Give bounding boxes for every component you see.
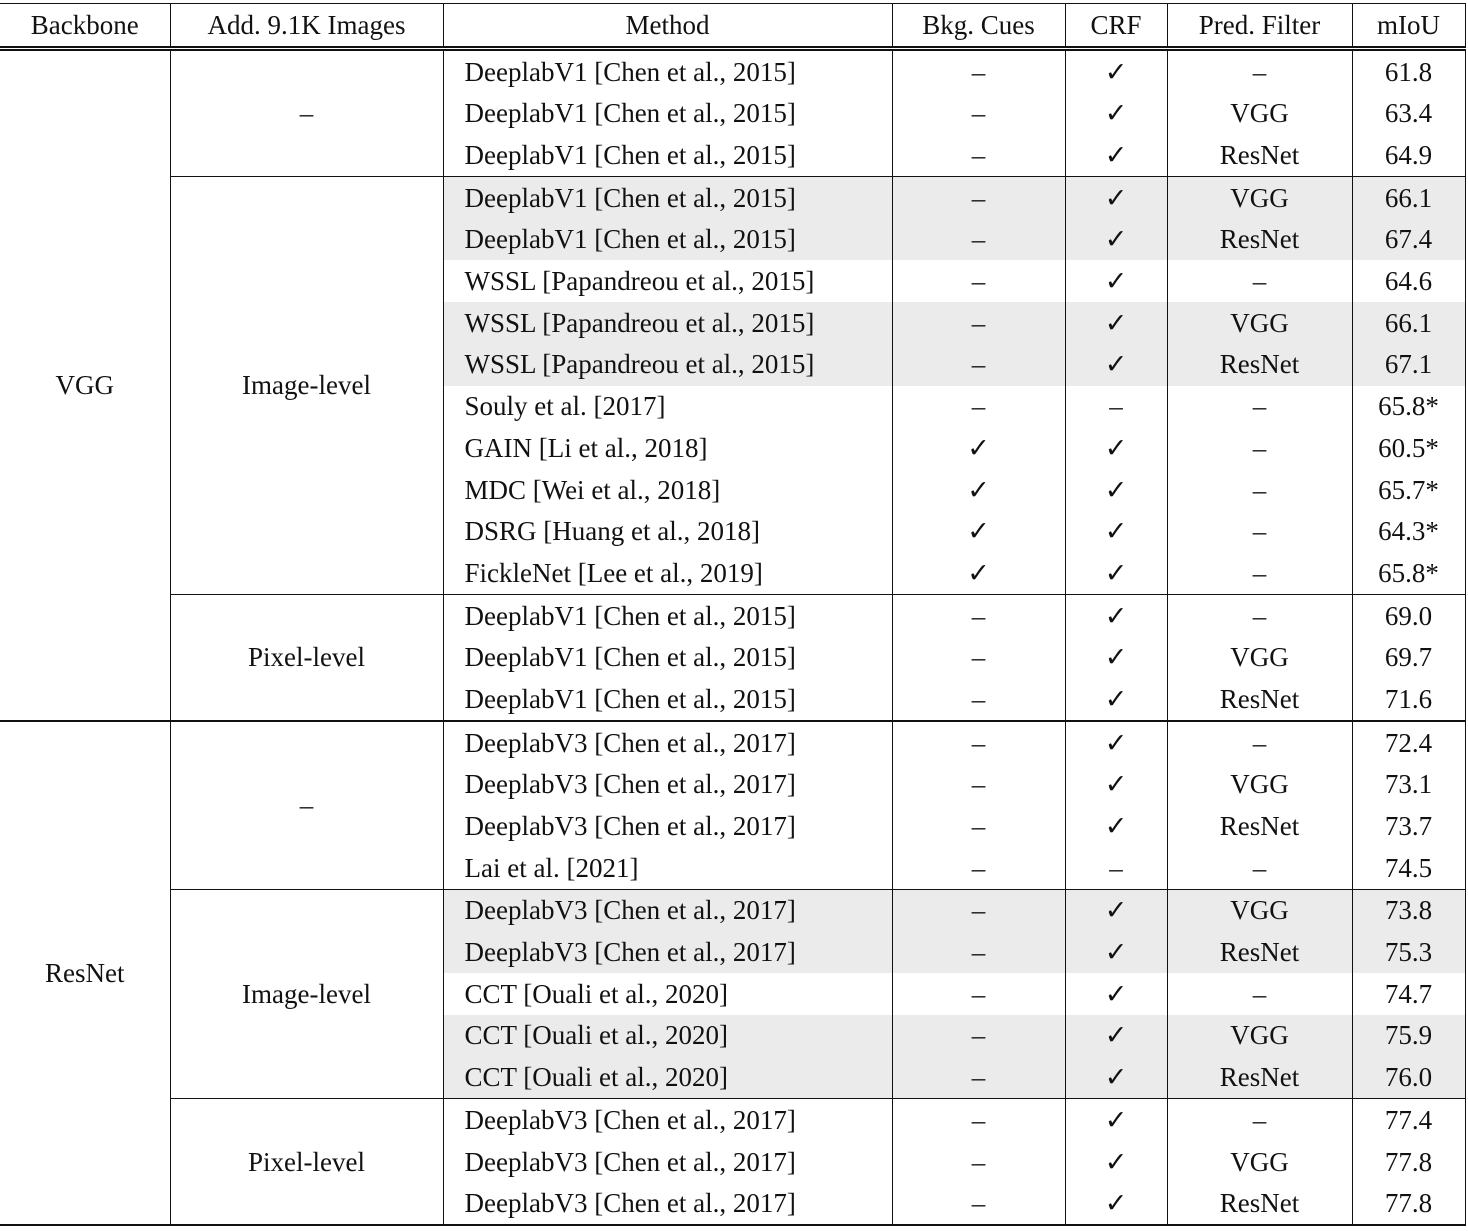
miou-cell: 64.3* — [1352, 511, 1465, 553]
crf-check-icon: ✓ — [1065, 931, 1167, 973]
crf-check-icon: ✓ — [1065, 344, 1167, 386]
bkg-cues-check-icon: ✓ — [892, 469, 1065, 511]
method-cell: GAIN [Li et al., 2018] — [443, 427, 892, 469]
pred-filter-cell: – — [1167, 427, 1352, 469]
crf-check-icon: ✓ — [1065, 219, 1167, 261]
pred-filter-cell: – — [1167, 49, 1352, 93]
bkg-cues-check-icon: ✓ — [892, 511, 1065, 553]
method-cell: DeeplabV1 [Chen et al., 2015] — [443, 93, 892, 135]
additional-images-cell: Image-level — [170, 889, 443, 1098]
pred-filter-cell: VGG — [1167, 177, 1352, 219]
crf-check-icon: ✓ — [1065, 678, 1167, 721]
pred-filter-cell: VGG — [1167, 764, 1352, 806]
method-cell: DeeplabV1 [Chen et al., 2015] — [443, 678, 892, 721]
bkg-cues-cell: – — [892, 1057, 1065, 1099]
additional-images-cell: Image-level — [170, 177, 443, 595]
bkg-cues-cell: – — [892, 764, 1065, 806]
method-cell: CCT [Ouali et al., 2020] — [443, 1057, 892, 1099]
bkg-cues-cell: – — [892, 344, 1065, 386]
method-cell: FickleNet [Lee et al., 2019] — [443, 552, 892, 594]
pred-filter-cell: VGG — [1167, 1141, 1352, 1183]
results-table — [0, 3, 1466, 1226]
bkg-cues-cell: – — [892, 1141, 1065, 1183]
crf-check-icon: ✓ — [1065, 764, 1167, 806]
table-row — [0, 1099, 1465, 1141]
bkg-cues-check-icon: ✓ — [892, 427, 1065, 469]
miou-cell: 64.9 — [1352, 134, 1465, 176]
bkg-cues-cell: – — [892, 260, 1065, 302]
bkg-cues-cell: – — [892, 93, 1065, 135]
method-cell: WSSL [Papandreou et al., 2015] — [443, 302, 892, 344]
method-cell: WSSL [Papandreou et al., 2015] — [443, 260, 892, 302]
pred-filter-cell: VGG — [1167, 1015, 1352, 1057]
header-crf: CRF — [1065, 4, 1167, 49]
miou-cell: 71.6 — [1352, 678, 1465, 721]
miou-cell: 72.4 — [1352, 721, 1465, 764]
miou-cell: 73.8 — [1352, 889, 1465, 931]
bkg-cues-cell: – — [892, 177, 1065, 219]
crf-check-icon: ✓ — [1065, 1099, 1167, 1141]
pred-filter-cell: – — [1167, 594, 1352, 636]
miou-cell: 77.8 — [1352, 1141, 1465, 1183]
pred-filter-cell: – — [1167, 552, 1352, 594]
miou-cell: 77.4 — [1352, 1099, 1465, 1141]
bkg-cues-cell: – — [892, 931, 1065, 973]
crf-check-icon: ✓ — [1065, 427, 1167, 469]
crf-check-icon: ✓ — [1065, 177, 1167, 219]
pred-filter-cell: ResNet — [1167, 134, 1352, 176]
pred-filter-cell: – — [1167, 847, 1352, 889]
header-row — [0, 4, 1465, 49]
method-cell: DeeplabV1 [Chen et al., 2015] — [443, 637, 892, 679]
miou-cell: 73.1 — [1352, 764, 1465, 806]
crf-check-icon: ✓ — [1065, 973, 1167, 1015]
additional-images-cell: Pixel-level — [170, 594, 443, 721]
header-backbone: Backbone — [0, 4, 170, 49]
bkg-cues-cell: – — [892, 219, 1065, 261]
pred-filter-cell: ResNet — [1167, 805, 1352, 847]
miou-cell: 65.8* — [1352, 386, 1465, 428]
miou-cell: 60.5* — [1352, 427, 1465, 469]
miou-cell: 65.8* — [1352, 552, 1465, 594]
header-method: Method — [443, 4, 892, 49]
miou-cell: 66.1 — [1352, 177, 1465, 219]
pred-filter-cell: – — [1167, 973, 1352, 1015]
crf-check-icon: ✓ — [1065, 302, 1167, 344]
pred-filter-cell: ResNet — [1167, 931, 1352, 973]
bkg-cues-cell: – — [892, 386, 1065, 428]
method-cell: DeeplabV1 [Chen et al., 2015] — [443, 219, 892, 261]
pred-filter-cell: VGG — [1167, 93, 1352, 135]
pred-filter-cell: – — [1167, 469, 1352, 511]
bkg-cues-cell: – — [892, 1183, 1065, 1226]
method-cell: DeeplabV3 [Chen et al., 2017] — [443, 1099, 892, 1141]
backbone-cell: VGG — [55, 370, 114, 401]
additional-images-cell: – — [170, 721, 443, 889]
miou-cell: 66.1 — [1352, 302, 1465, 344]
bkg-cues-cell: – — [892, 889, 1065, 931]
additional-images-cell: Pixel-level — [170, 1099, 443, 1226]
method-cell: DeeplabV1 [Chen et al., 2015] — [443, 134, 892, 176]
pred-filter-cell: – — [1167, 1099, 1352, 1141]
miou-cell: 75.3 — [1352, 931, 1465, 973]
pred-filter-cell: ResNet — [1167, 1057, 1352, 1099]
method-cell: DeeplabV1 [Chen et al., 2015] — [443, 177, 892, 219]
bkg-cues-cell: – — [892, 721, 1065, 764]
table-row — [0, 889, 1465, 931]
method-cell: DeeplabV3 [Chen et al., 2017] — [443, 1141, 892, 1183]
bkg-cues-cell: – — [892, 302, 1065, 344]
miou-cell: 69.7 — [1352, 637, 1465, 679]
miou-cell: 65.7* — [1352, 469, 1465, 511]
pred-filter-cell: VGG — [1167, 637, 1352, 679]
pred-filter-cell: – — [1167, 260, 1352, 302]
crf-check-icon: ✓ — [1065, 93, 1167, 135]
table-row — [0, 177, 1465, 219]
crf-check-icon: ✓ — [1065, 260, 1167, 302]
additional-images-cell: – — [170, 49, 443, 177]
miou-cell: 64.6 — [1352, 260, 1465, 302]
miou-cell: 74.7 — [1352, 973, 1465, 1015]
bkg-cues-cell: – — [892, 973, 1065, 1015]
crf-check-icon: ✓ — [1065, 511, 1167, 553]
crf-check-icon: ✓ — [1065, 721, 1167, 764]
bkg-cues-cell: – — [892, 847, 1065, 889]
crf-check-icon: ✓ — [1065, 805, 1167, 847]
pred-filter-cell: VGG — [1167, 889, 1352, 931]
header-pred-filter: Pred. Filter — [1167, 4, 1352, 49]
method-cell: DeeplabV1 [Chen et al., 2015] — [443, 49, 892, 93]
miou-cell: 63.4 — [1352, 93, 1465, 135]
method-cell: Lai et al. [2021] — [443, 847, 892, 889]
pred-filter-cell: ResNet — [1167, 219, 1352, 261]
method-cell: WSSL [Papandreou et al., 2015] — [443, 344, 892, 386]
crf-check-icon: ✓ — [1065, 1015, 1167, 1057]
crf-check-icon: ✓ — [1065, 594, 1167, 636]
pred-filter-cell: ResNet — [1167, 344, 1352, 386]
miou-cell: 73.7 — [1352, 805, 1465, 847]
bkg-cues-cell: – — [892, 805, 1065, 847]
method-cell: DeeplabV3 [Chen et al., 2017] — [443, 764, 892, 806]
crf-check-icon: ✓ — [1065, 552, 1167, 594]
miou-cell: 67.4 — [1352, 219, 1465, 261]
header-additional-images: Add. 9.1K Images — [170, 4, 443, 49]
bkg-cues-cell: – — [892, 49, 1065, 93]
miou-cell: 77.8 — [1352, 1183, 1465, 1226]
method-cell: MDC [Wei et al., 2018] — [443, 469, 892, 511]
crf-cell: – — [1065, 386, 1167, 428]
miou-cell: 69.0 — [1352, 594, 1465, 636]
miou-cell: 76.0 — [1352, 1057, 1465, 1099]
bkg-cues-cell: – — [892, 678, 1065, 721]
pred-filter-cell: – — [1167, 386, 1352, 428]
method-cell: DeeplabV3 [Chen et al., 2017] — [443, 889, 892, 931]
method-cell: DSRG [Huang et al., 2018] — [443, 511, 892, 553]
method-cell: DeeplabV1 [Chen et al., 2015] — [443, 594, 892, 636]
bkg-cues-cell: – — [892, 637, 1065, 679]
pred-filter-cell: – — [1167, 511, 1352, 553]
crf-check-icon: ✓ — [1065, 1183, 1167, 1226]
crf-check-icon: ✓ — [1065, 469, 1167, 511]
header-bkg-cues: Bkg. Cues — [892, 4, 1065, 49]
method-cell: Souly et al. [2017] — [443, 386, 892, 428]
crf-check-icon: ✓ — [1065, 1141, 1167, 1183]
crf-check-icon: ✓ — [1065, 1057, 1167, 1099]
method-cell: CCT [Ouali et al., 2020] — [443, 973, 892, 1015]
table-row — [0, 594, 1465, 636]
crf-check-icon: ✓ — [1065, 637, 1167, 679]
crf-cell: – — [1065, 847, 1167, 889]
method-cell: DeeplabV3 [Chen et al., 2017] — [443, 721, 892, 764]
crf-check-icon: ✓ — [1065, 889, 1167, 931]
miou-cell: 74.5 — [1352, 847, 1465, 889]
bkg-cues-cell: – — [892, 1015, 1065, 1057]
pred-filter-cell: ResNet — [1167, 1183, 1352, 1226]
crf-check-icon: ✓ — [1065, 49, 1167, 93]
miou-cell: 67.1 — [1352, 344, 1465, 386]
bkg-cues-cell: – — [892, 1099, 1065, 1141]
method-cell: DeeplabV3 [Chen et al., 2017] — [443, 931, 892, 973]
method-cell: CCT [Ouali et al., 2020] — [443, 1015, 892, 1057]
pred-filter-cell: ResNet — [1167, 678, 1352, 721]
table-row — [0, 721, 1465, 764]
header-miou: mIoU — [1352, 4, 1465, 49]
method-cell: DeeplabV3 [Chen et al., 2017] — [443, 1183, 892, 1226]
crf-check-icon: ✓ — [1065, 134, 1167, 176]
bkg-cues-cell: – — [892, 594, 1065, 636]
table-row — [0, 49, 1465, 93]
bkg-cues-check-icon: ✓ — [892, 552, 1065, 594]
miou-cell: 61.8 — [1352, 49, 1465, 93]
miou-cell: 75.9 — [1352, 1015, 1465, 1057]
pred-filter-cell: – — [1167, 721, 1352, 764]
backbone-cell: ResNet — [0, 721, 170, 1225]
bkg-cues-cell: – — [892, 134, 1065, 176]
pred-filter-cell: VGG — [1167, 302, 1352, 344]
method-cell: DeeplabV3 [Chen et al., 2017] — [443, 805, 892, 847]
